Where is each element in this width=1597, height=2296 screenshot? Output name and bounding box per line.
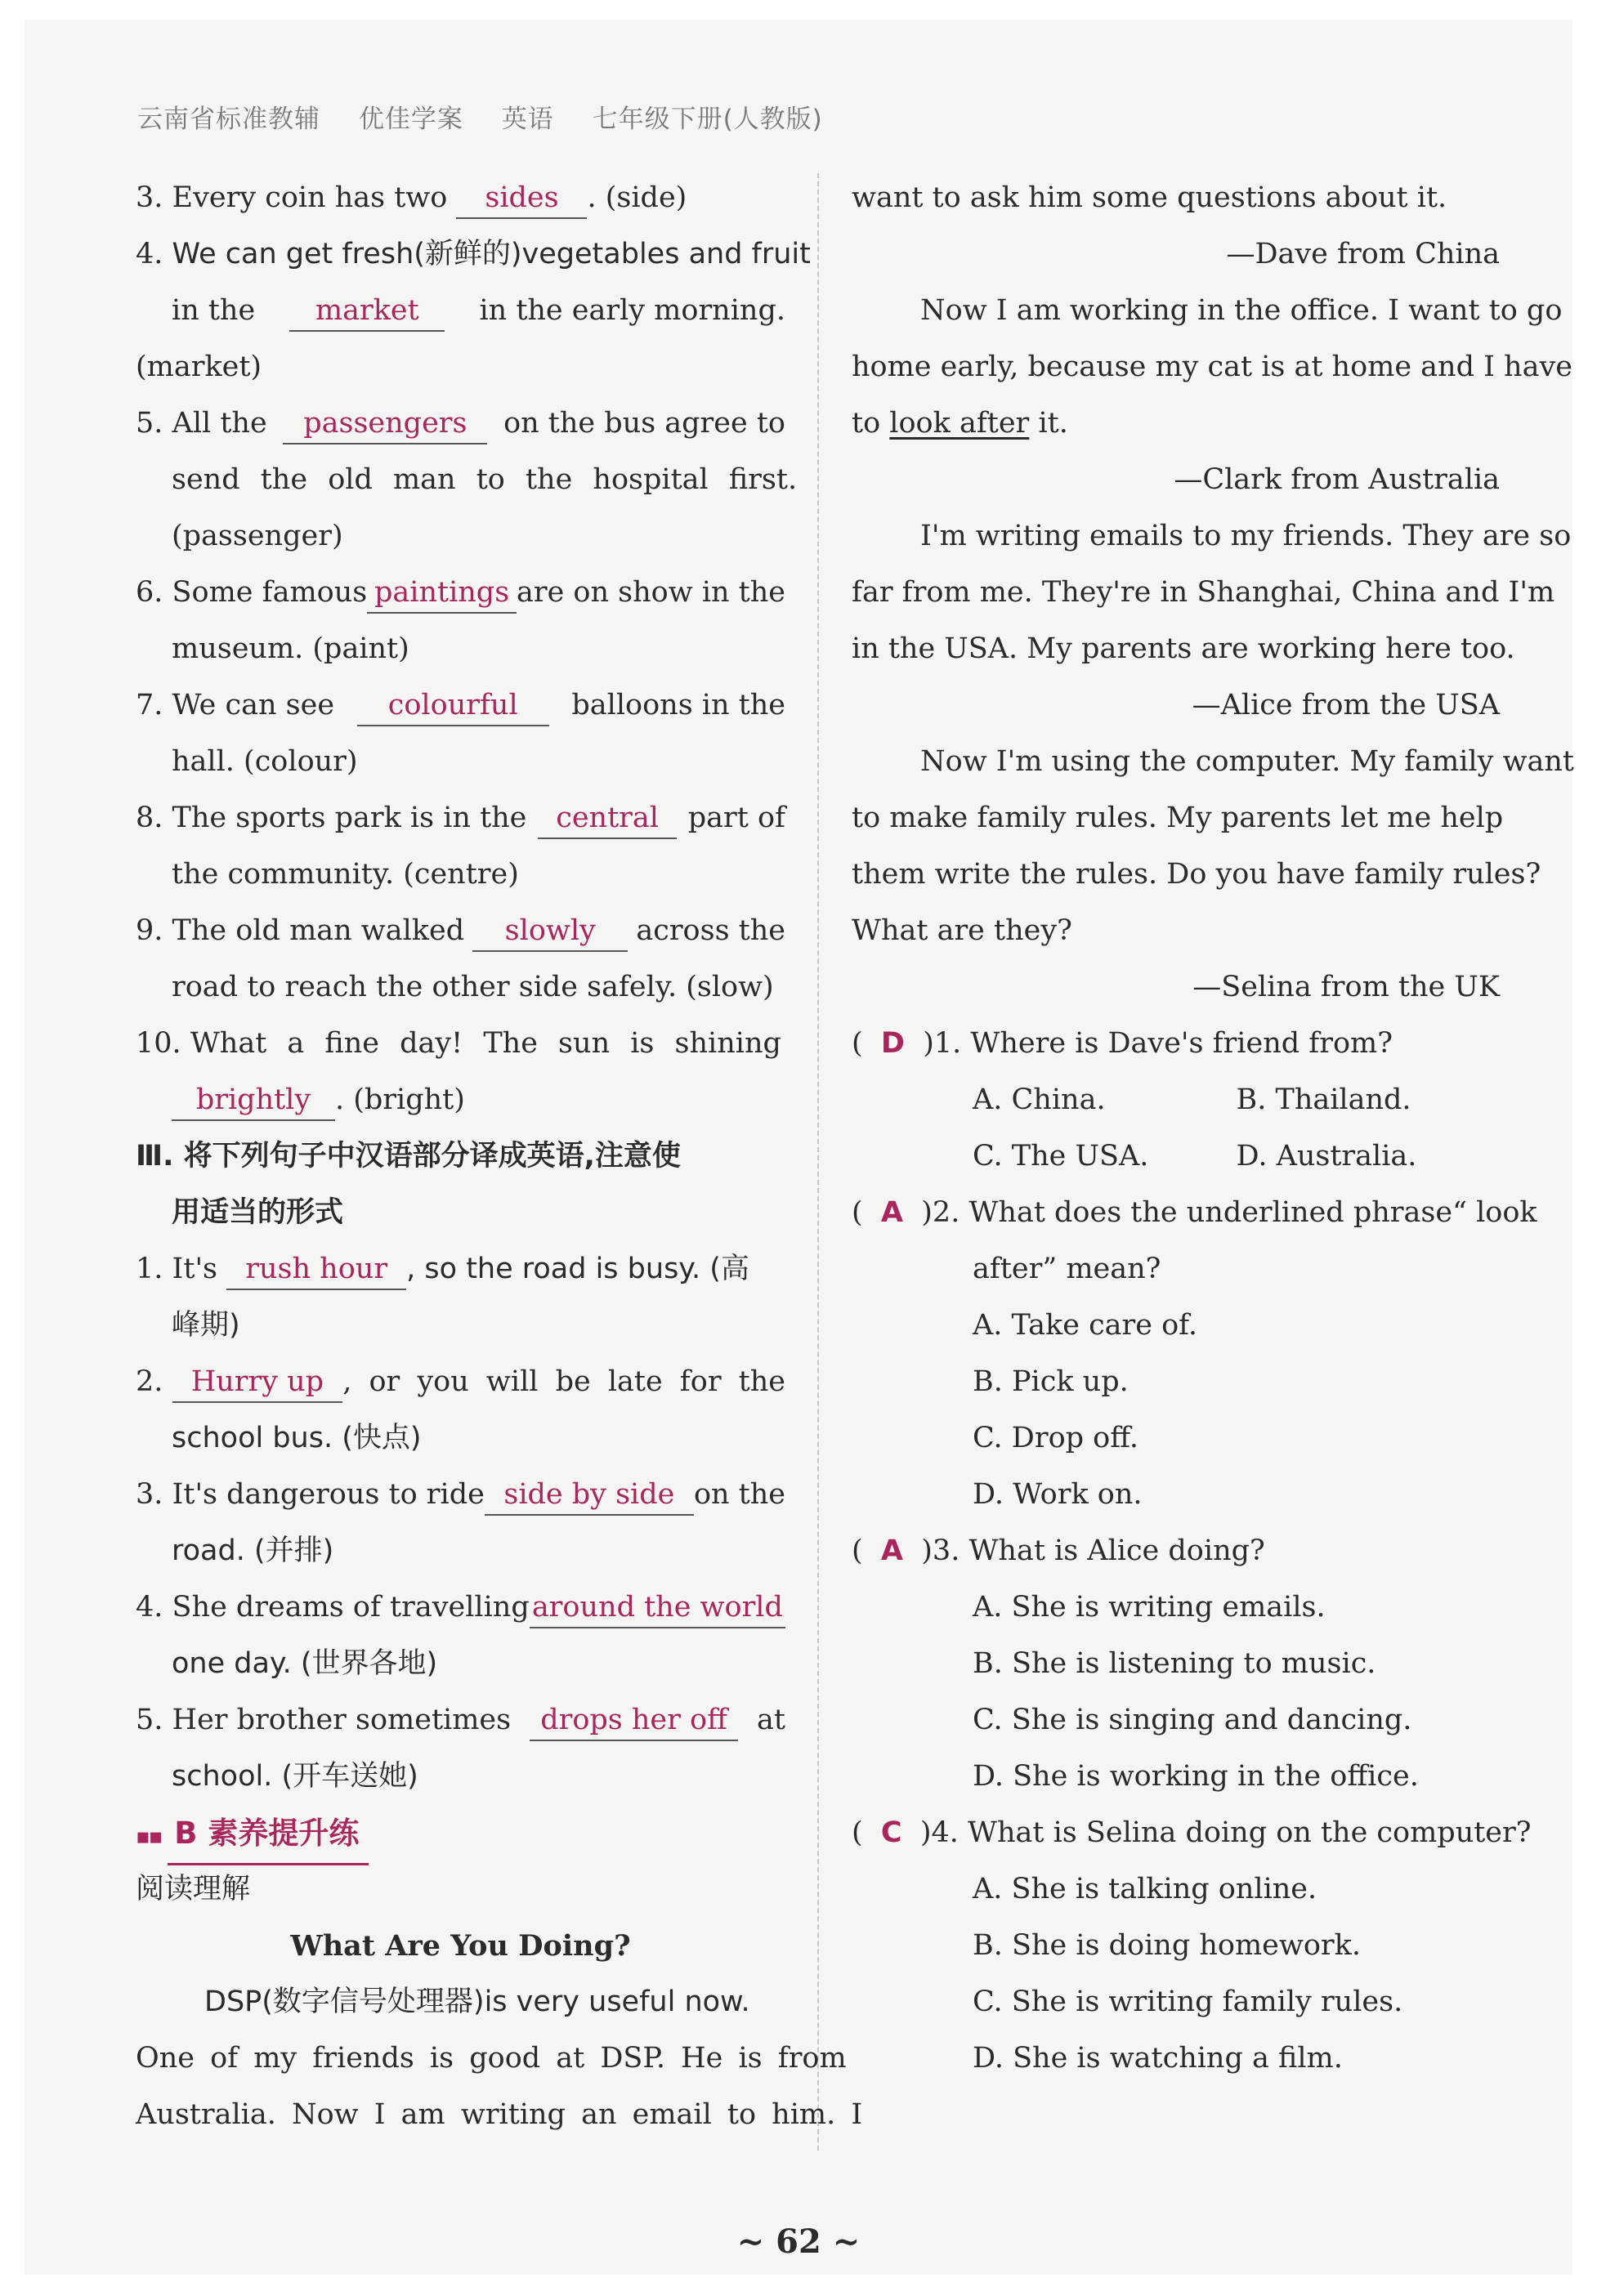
passage-title: What Are You Doing? [290, 1929, 631, 1963]
left-column: 3. Every coin has two sides . (side) 4. We can get fresh(新鲜的)vegetables and fruit in the market in the early morning. (market) 5. All the passengers on the bus agree to send the old man to the hospital first. (passenger) 6. Some famous paintings are on show in the museum. (paint) 7. We can see colourful balloons in the hall. (colour) 8. The sports park is in the central part of the community. (centre) 9. The old man walked slowly across the road to reach the other side safely. (slow) 10. What a fine day! The sun is shining brightly . (bright) Ⅲ. 将下列句子中汉语部分译成英语,注意使 用适当的形式 1. It's rush hour , so the road is busy. (高 峰期) 2. Hurry up , or you will be late for the school bus. (快点) 3. It's dangerous to ride side by side on the road. (并排) 4. She dreams of travelling around the world one day. (世界各地) 5. Her brother sometimes drops her off at school. (开车送她) ▪▪ B 素养提升练 阅读理解 What Are You Doing? DSP(数字信号处理器)is very useful now. One of my friends is good at DSP. He is from Australia. Now I am writing an email to him. I [136, 170, 785, 2143]
answer-blank: central [538, 798, 677, 839]
question-9: 9. The old man walked slowly across the [136, 903, 785, 959]
passage-line: Now I'm using the computer. My family want [920, 745, 1574, 778]
mc-option: C. She is writing family rules. [973, 1986, 1403, 2018]
header-book: 优佳学案 [358, 105, 463, 134]
answer-blank: side by side [485, 1475, 694, 1516]
mc-option: A. Take care of. [973, 1309, 1198, 1342]
answer-blank: drops her off [530, 1700, 738, 1741]
translation-3: 3. It's dangerous to ride side by side on the [136, 1467, 785, 1523]
header-series: 云南省标准教辅 [137, 105, 320, 134]
passage-line: Now I am working in the office. I want to go [920, 294, 1563, 327]
mc-option: B. She is doing homework. [973, 1929, 1361, 1962]
mc-question-2: ( A )2. What does the underlined phrase“ look [852, 1185, 1500, 1241]
answer-blank: market [289, 291, 445, 332]
mc-answer: A [880, 1534, 903, 1567]
column-divider [817, 173, 819, 2151]
mc-answer: D [880, 1027, 905, 1060]
answer-blank: slowly [472, 911, 628, 952]
translation-5: 5. Her brother sometimes drops her off at [136, 1692, 785, 1749]
mc-option: D. She is watching a film. [973, 2042, 1343, 2075]
answer-blank: paintings [367, 573, 517, 614]
mc-option: C. Drop off. [973, 1422, 1138, 1454]
mc-question-1: ( D )1. Where is Dave's friend from? [852, 1016, 1500, 1072]
mc-option: A. China. [973, 1083, 1106, 1116]
reading-heading: 阅读理解 [136, 1873, 251, 1905]
passage-line: to look after it. [852, 395, 1500, 452]
section-3-heading: Ⅲ. 将下列句子中汉语部分译成英语,注意使 [136, 1140, 681, 1173]
signature: —Clark from Australia [1174, 463, 1500, 496]
signature: —Alice from the USA [1192, 689, 1500, 721]
mc-option: D. She is working in the office. [973, 1760, 1419, 1793]
header-grade: 七年级下册(人教版) [592, 105, 823, 134]
passage-line: Australia. Now I am writing an email to him. I [136, 2098, 863, 2131]
answer-blank: colourful [357, 686, 549, 726]
answer-blank: brightly [172, 1080, 335, 1121]
passage-line: What are they? [852, 914, 1072, 947]
right-column: want to ask him some questions about it. —Dave from China Now I am working in the office. I want to go home early, because my cat is at home and I have to look after it. —Clark from Australia I'm writing emails to my friends. They are so far from me. They're in Shanghai, China and I'm in the USA. My parents are working here too. —Alice from the USA Now I'm using the computer. My family want to make family rules. My parents let me help them write the rules. Do you have family rules? What are they? —Selina from the UK ( D )1. Where is Dave's friend from? A. China. B. Thailand. C. The USA. D. Australia. ( A )2. What does the underlined phrase“ look after” mean? A. Take care of. B. Pick up. C. Drop off. D. Work on. ( A )3. What is Alice doing? A. She is writing emails. B. She is listening to music. C. She is singing and dancing. D. She is working in the office. ( C )4. What is Selina doing on the computer? A. She is talking online. B. She is doing homework. C. She is writing family rules. D. She is watching a film. [852, 170, 1500, 2087]
mc-answer: C [880, 1816, 902, 1849]
question-6: 6. Some famous paintings are on show in the [136, 565, 785, 621]
passage-line: DSP(数字信号处理器)is very useful now. [204, 1986, 750, 2018]
translation-2: 2. Hurry up , or you will be late for the [136, 1354, 785, 1410]
mc-option: C. She is singing and dancing. [973, 1704, 1412, 1736]
question-7: 7. We can see colourful balloons in the [136, 677, 785, 734]
signature: —Selina from the UK [1192, 971, 1500, 1003]
mc-question-3: ( A )3. What is Alice doing? [852, 1523, 1500, 1579]
passage-line: want to ask him some questions about it. [852, 181, 1447, 214]
section-dots-icon: ▪▪ [136, 1825, 162, 1849]
page-header [137, 98, 852, 135]
question-3: 3. Every coin has two sides . (side) [136, 170, 785, 226]
passage-line: to make family rules. My parents let me help [852, 802, 1504, 834]
answer-blank: sides [456, 178, 587, 219]
mc-option: A. She is talking online. [973, 1873, 1317, 1905]
header-subject: 英语 [501, 105, 554, 134]
mc-question-4: ( C )4. What is Selina doing on the computer? [852, 1805, 1500, 1861]
translation-1: 1. It's rush hour , so the road is busy. (高 [136, 1241, 785, 1298]
underlined-phrase: look after [889, 407, 1030, 440]
translation-4: 4. She dreams of travelling around the world [136, 1579, 785, 1636]
passage-line: in the USA. My parents are working here too. [852, 632, 1515, 665]
answer-blank: around the world [530, 1588, 785, 1628]
answer-blank: passengers [283, 404, 487, 444]
passage-line: I'm writing emails to my friends. They are so [920, 520, 1572, 552]
passage-line: One of my friends is good at DSP. He is from [136, 2042, 847, 2075]
mc-option: B. Thailand. [1236, 1083, 1411, 1116]
section-b-heading: ▪▪ B 素养提升练 [136, 1805, 785, 1861]
answer-blank: Hurry up [172, 1362, 343, 1403]
mc-option: B. She is listening to music. [973, 1647, 1376, 1680]
question-8: 8. The sports park is in the central part of [136, 790, 785, 846]
passage-line: them write the rules. Do you have family rules? [852, 858, 1541, 891]
mc-option: C. The USA. [973, 1140, 1149, 1173]
mc-option: B. Pick up. [973, 1365, 1129, 1398]
question-4: 4. We can get fresh(新鲜的)vegetables and fruit [136, 238, 811, 270]
mc-option: A. She is writing emails. [973, 1591, 1326, 1624]
mc-option: D. Work on. [973, 1478, 1143, 1511]
answer-blank: rush hour [226, 1249, 406, 1290]
signature: —Dave from China [1226, 238, 1500, 270]
mc-answer: A [880, 1196, 903, 1229]
passage-line: home early, because my cat is at home and I have [852, 351, 1572, 383]
mc-option: D. Australia. [1236, 1140, 1417, 1173]
page-number: ~ 62 ~ [736, 2222, 861, 2261]
passage-line: far from me. They're in Shanghai, China and I'm [852, 576, 1555, 609]
question-10: 10. What a fine day! The sun is shining [136, 1027, 781, 1060]
question-5: 5. All the passengers on the bus agree to [136, 395, 785, 452]
